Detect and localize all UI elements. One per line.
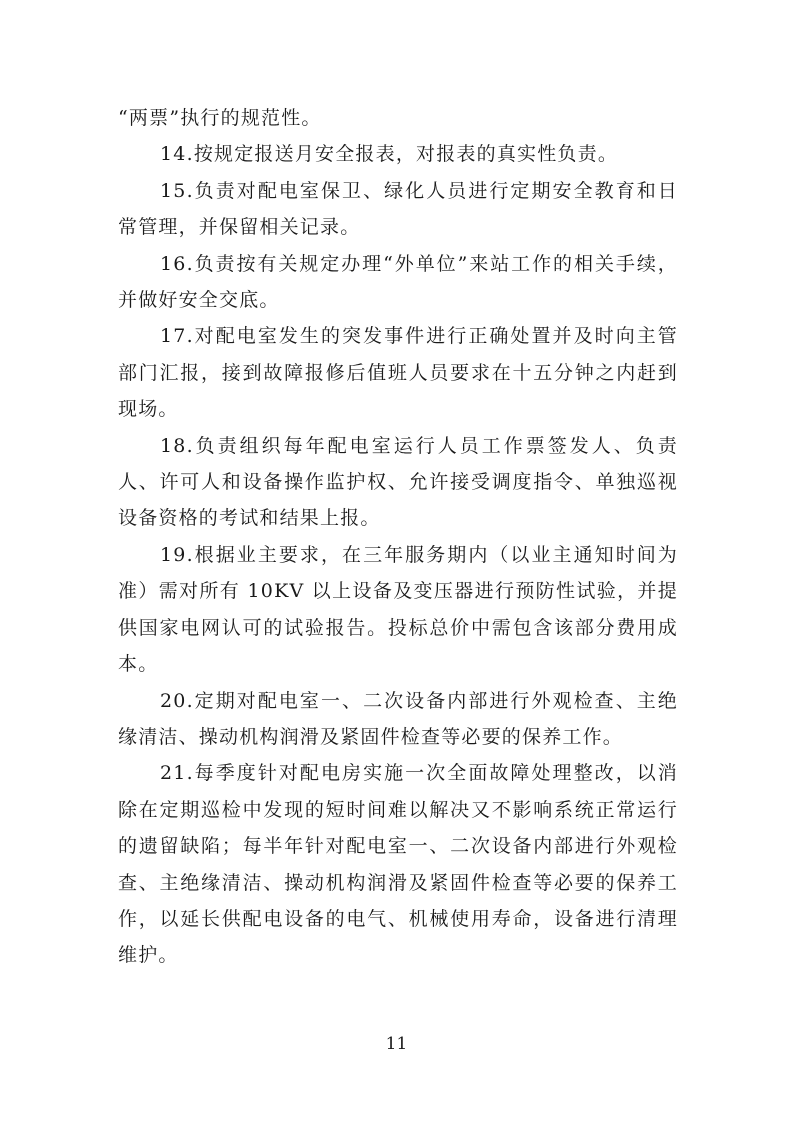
paragraph-item-15: 15.负责对配电室保卫、绿化人员进行定期安全教育和日常管理，并保留相关记录。 xyxy=(118,179,678,239)
paragraph-item-19: 19.根据业主要求，在三年服务期内（以业主通知时间为准）需对所有 10KV 以上设备及变压器进行预防性试验，并提供国家电网认可的试验报告。投标总价中需包含该部分费用成本。 xyxy=(118,543,678,676)
paragraph-item-16: 16.负责按有关规定办理“外单位”来站工作的相关手续，并做好安全交底。 xyxy=(118,252,678,312)
paragraph-continuation: “两票”执行的规范性。 xyxy=(118,107,322,129)
paragraph-item-18: 18.负责组织每年配电室运行人员工作票签发人、负责人、许可人和设备操作监护权、允许接受调度指令、单独巡视设备资格的考试和结果上报。 xyxy=(118,434,678,530)
paragraph-item-17: 17.对配电室发生的突发事件进行正确处置并及时向主管部门汇报，接到故障报修后值班人员要求在十五分钟之内赶到现场。 xyxy=(118,325,678,421)
body-text xyxy=(118,100,678,974)
page-number: 11 xyxy=(385,1034,408,1054)
paragraph-item-14: 14.按规定报送月安全报表，对报表的真实性负责。 xyxy=(160,143,619,166)
paragraph-item-21: 21.每季度针对配电房实施一次全面故障处理整改，以消除在定期巡检中发现的短时间难以解决又不影响系统正常运行的遗留缺陷；每半年针对配电室一、二次设备内部进行外观检查、主绝缘清洁、操动机构润滑及紧固件检查等必要的保养工作，以延长供配电设备的电气、机械使用寿命，设备进行清理维护。 xyxy=(118,762,678,967)
paragraph-item-20: 20.定期对配电室一、二次设备内部进行外观检查、主绝缘清洁、操动机构润滑及紧固件检查等必要的保养工作。 xyxy=(118,689,678,748)
